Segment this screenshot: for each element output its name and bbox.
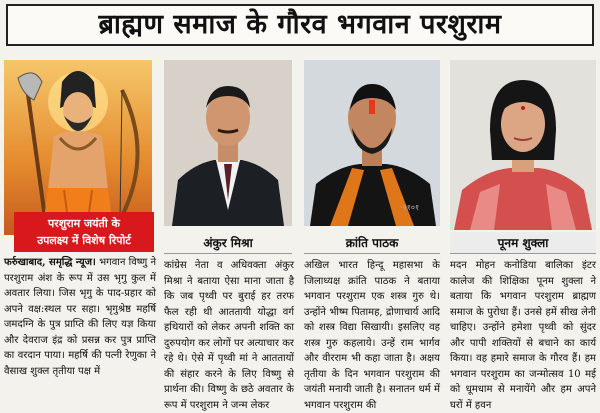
photo-poonam-shukla: [450, 60, 596, 230]
badge-line-2: उपलक्ष्य में विशेष रिपोर्ट: [37, 234, 131, 247]
special-report-badge: [14, 212, 154, 252]
parshuram-illustration: [4, 60, 152, 235]
article-column-2: कांग्रेस नेता व अधिवक्ता अंकुर मिश्रा ने बताया ऐसा माना जाता है कि जब पृथ्वी पर बुराई हर तरफ फैल रही थी आततायी योद्धा वर्ग हथियारों को लेकर अपनी शक्ति का दुरुपयोग कर लोगों पर अत्याचार कर रहे थे। ऐसे में पृथ्वी मां ने आततायों की संहार करने के लिए विष्णु से प्रार्थना की। विष्णु के छठे अवतार के रूप में परशुराम ने जन्म लेकर: [164, 260, 294, 411]
dateline: फर्रुखाबाद, समृद्धि न्यूज।: [4, 257, 96, 268]
article-column-1: [4, 255, 156, 400]
caption-ankur-mishra: अंकुर मिश्रा: [164, 232, 292, 254]
article-column-3: अखिल भारत हिन्दू महासभा के जिलाध्यक्ष क्रांति पाठक ने बताया भगवान परशुराम एक शस्त्र गुरु थे। उन्होंने भीष्म पितामह, द्रोणाचार्य आदि को शस्त्र विद्या सिखायी। इसलिए वह शस्त्र गुरु कहलाये। उन्हें राम भार्गव और वीरराम भी कहा जाता है। अक्षय तृतीया के दिन भगवान परशुराम की जयंती मनायी जाती है। सनातन धर्म में भगवान परशुराम की: [304, 260, 440, 411]
caption-poonam-shukla: पूनम शुक्ला: [450, 232, 596, 254]
badge-line-1: परशुराम जयंती के: [48, 217, 120, 230]
photo-ankur-mishra: [164, 60, 292, 226]
svg-text:·२१०१: ·२१०१: [400, 203, 420, 212]
headline: ब्राह्मण समाज के गौरव भगवान परशुराम: [6, 4, 594, 46]
photo-kranti-pathak: [304, 60, 440, 226]
column-1-text: भगवान विष्णु ने परशुराम अंश के रूप में उस भृगु कुल में अवतार लिया। जिस भृगु के पाद-प्रहार को अपने वक्ष:स्थल पर सहा। भृगुश्रेष्ठ महर्षि जमदग्नि के पुत्र प्राप्ति की लिए यज्ञ किया और देवराज इंद्र को प्रसन्न कर पुत्र प्राप्ति का वरदान पाया। महर्षि की पत्नी रेणुका ने वैसाख शुक्ल तृतीया पक्ष में: [4, 257, 157, 377]
caption-kranti-pathak: क्रांति पाठक: [304, 232, 440, 254]
article-column-4: मदन मोहन कनोडिया बालिका इंटर कालेज की शिक्षिका पूनम शुक्ला ने बताया कि भगवान परशुराम ब्राह्मण समाज के पुरोधा हैं। उनसे हमें सीख लेनी चाहिए। उन्होंने हमेशा पृथ्वी को सुंदर और पापी शक्तियों से बचाने का कार्य किया। वह हमारे समाज के गौरव हैं। हम भगवान परशुराम का जन्मोत्सव 10 मई को धूमधाम से मनायेंगे और हम अपने घरों में हवन: [450, 260, 596, 411]
